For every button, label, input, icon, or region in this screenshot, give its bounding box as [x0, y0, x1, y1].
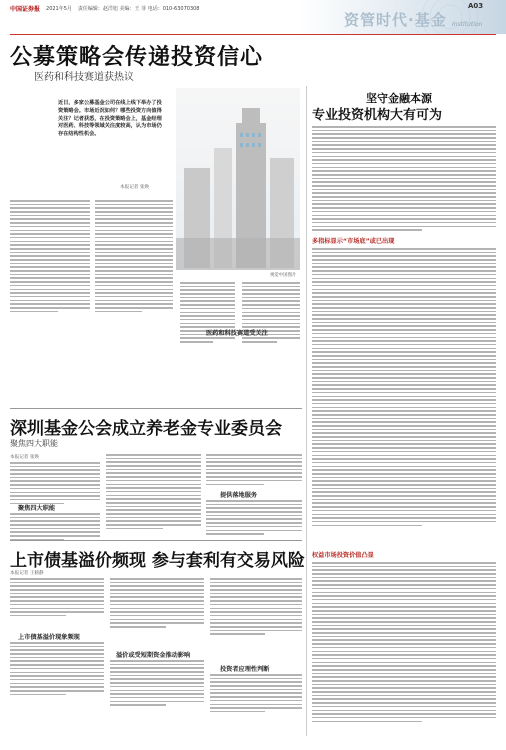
article3-text-col2b — [110, 660, 204, 706]
article1-subhead: 医药和科技赛道受关注 — [206, 330, 268, 337]
article2-top-rule — [10, 408, 302, 409]
article3-subhead-2: 溢价或受短期资金推动影响 — [116, 652, 191, 659]
article3-text-col3 — [210, 578, 302, 635]
issue-date: 2021年5月 — [46, 5, 72, 12]
article3-subhead-3: 投资者应理性判断 — [220, 666, 270, 673]
article2-text-col3 — [206, 454, 302, 485]
article1-text-col2 — [95, 200, 173, 312]
article3-text-col2 — [110, 578, 204, 628]
article1-subheadline: 医药和科技赛道获热议 — [34, 72, 134, 83]
article1-text-col1 — [10, 200, 90, 312]
article3-subhead-1: 上市债基溢价现象频现 — [18, 634, 80, 641]
article3-byline: 本报记者 王鹤静 — [10, 571, 44, 576]
article1-headline: 公募策略会传递投资信心 — [10, 45, 264, 70]
article2-headline: 深圳基金公会成立养老金专业委员会 — [10, 419, 282, 439]
article2-subhead-1: 聚焦四大职能 — [18, 505, 56, 512]
article1-intro: 近日，多家公募基金公司在线上线下举办了投资策略会。市场近况如何？哪些投资方向值得关注？记者获悉，在投资策略会上，基金经理对医药、科技等领域关注度较高，认为市场仍存在结构性机会。 — [58, 100, 162, 138]
sidebar-subhead-2: 权益市场投资价值凸显 — [312, 552, 374, 559]
sidebar-headline-line2: 专业投资机构大有可为 — [312, 108, 443, 123]
page-number: A03 — [468, 2, 484, 10]
article3-headline: 上市债基溢价频现 参与套利有交易风险 — [10, 551, 305, 571]
article3-text-col3b — [210, 674, 302, 712]
article2-subhead-2: 提供落地服务 — [220, 492, 258, 499]
article1-photo — [176, 88, 300, 270]
sidebar-text-b — [312, 248, 496, 526]
article2-byline: 本报记者 张焕 — [10, 455, 40, 460]
editor-info: 责任编辑：赵洋旭 美编：王 菲 电话：010-63070308 — [77, 5, 200, 12]
article2-text-col3b — [206, 500, 302, 535]
sidebar-divider — [306, 86, 307, 736]
article2-text-col2 — [106, 454, 201, 529]
article3-top-rule — [10, 540, 302, 541]
sidebar-text-a — [312, 126, 496, 231]
sidebar-headline-line1: 坚守金融本源 — [366, 92, 432, 105]
paper-name: 中国证券报 — [10, 5, 41, 13]
article3-text-col1b — [10, 642, 104, 695]
section-english: Institution — [452, 21, 483, 28]
header-rule — [10, 34, 496, 35]
section-title: 资管时代·基金 — [344, 11, 447, 29]
article2-text-col1 — [10, 462, 100, 504]
article3-text-col1 — [10, 578, 104, 616]
article2-text-col1b — [10, 513, 100, 540]
article1-byline: 本报记者 张焕 — [120, 185, 150, 190]
article2-subheadline: 聚焦四大职能 — [10, 439, 58, 448]
sidebar-text-c — [312, 562, 496, 722]
article1-photo-caption: 视觉中国图片 — [270, 273, 297, 278]
sidebar-subhead-1: 多指标显示“市场底”或已出现 — [312, 238, 395, 245]
